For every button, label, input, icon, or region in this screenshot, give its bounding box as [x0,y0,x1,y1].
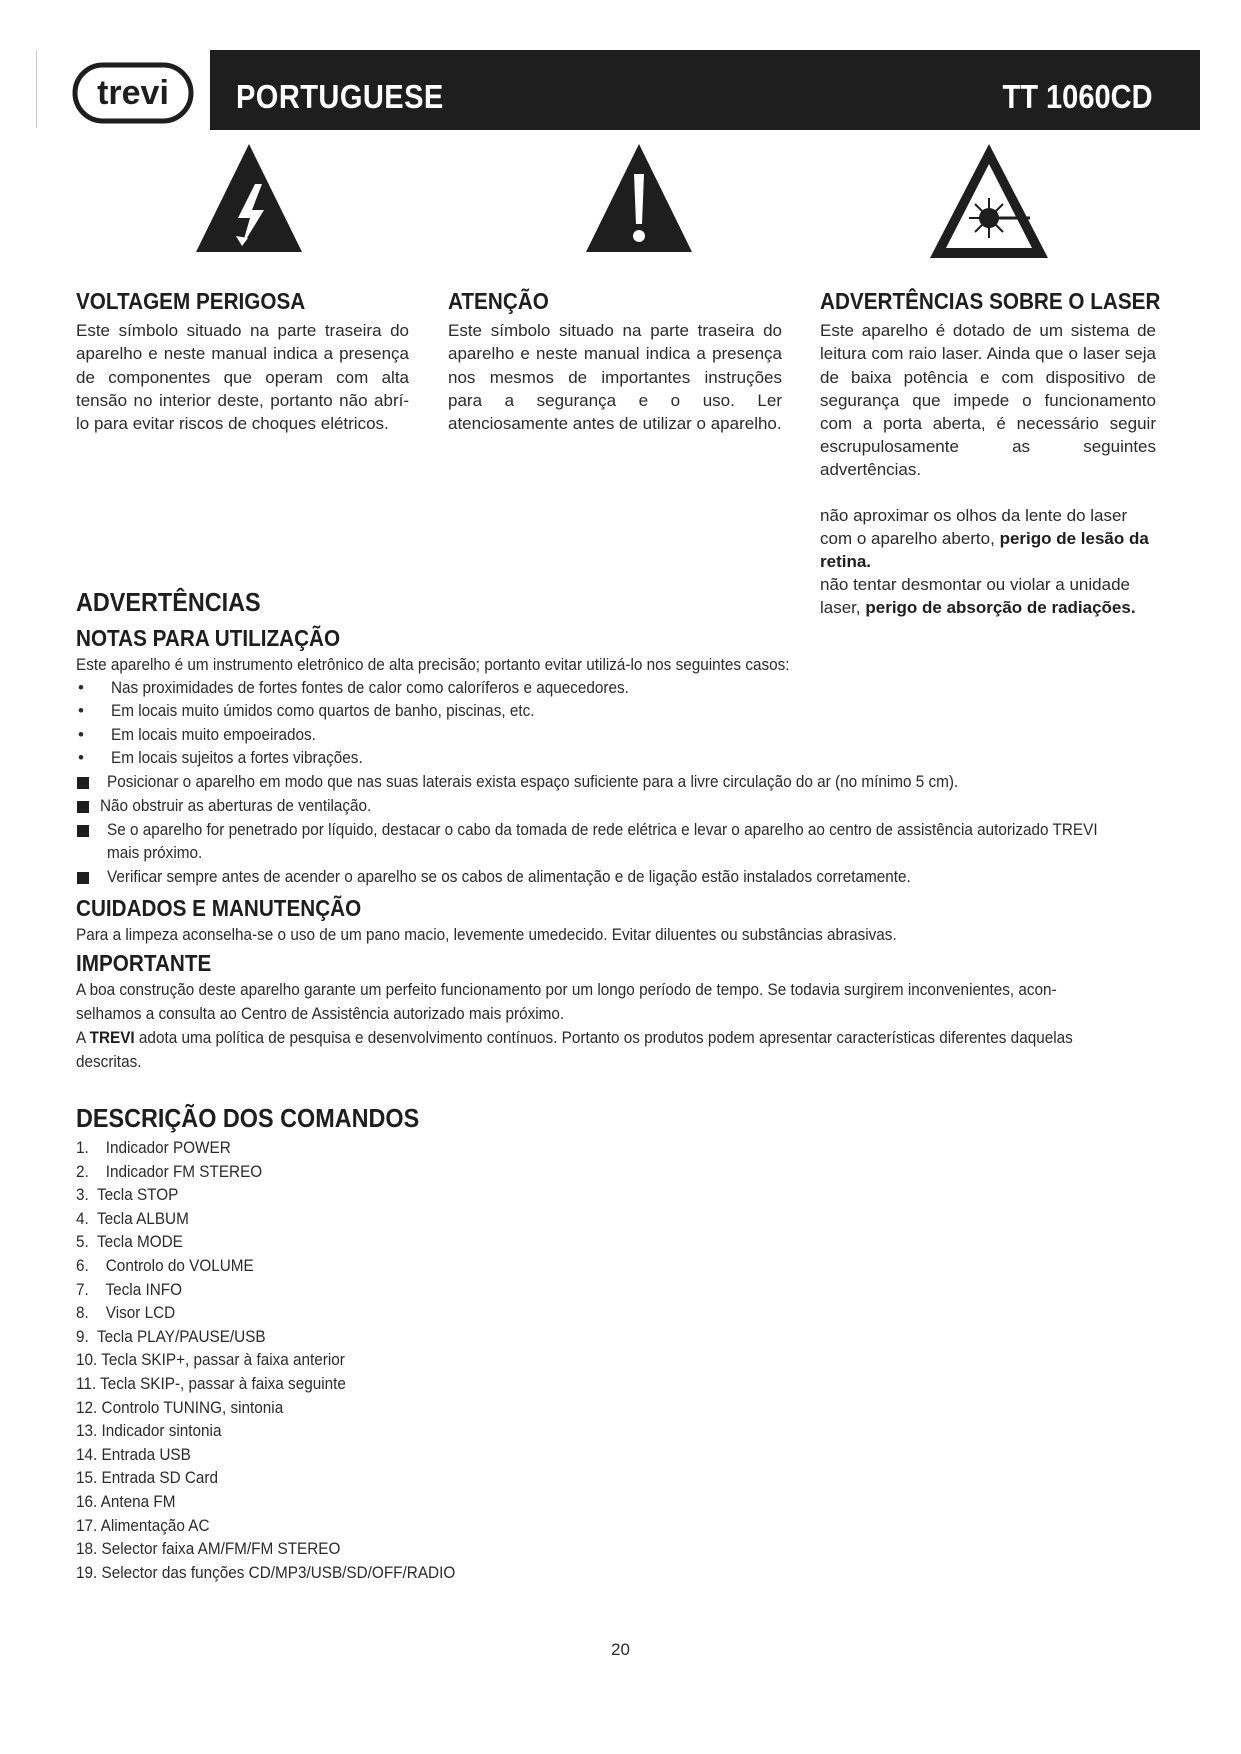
advertencias-title: ADVERTÊNCIAS [76,587,261,617]
exclamation-warning-icon [582,140,696,256]
attention-text: Este símbolo situado na parte traseira do aparelho e neste manual indica a presença nos mesmos de importantes instruções para a segurança e o uso. Ler atenciosamente antes de utilizar o aparelho. [448,321,782,434]
bullet-dot-icon: • [78,701,84,720]
laser-note-retina [820,504,1156,574]
list-item: Não obstruir as aberturas de ventilação. [100,796,372,815]
header-divider [36,50,37,128]
control-item: 18. Selector faixa AM/FM/FM STEREO [76,1539,341,1559]
notes-intro: Este aparelho é um instrumento eletrônico de alta precisão; portanto evitar utilizá-lo nos seguintes casos: [76,655,790,674]
laser-note-retina-danger: perigo de lesão da retina. [820,528,1149,572]
list-item: Posicionar o aparelho em modo que nas suas laterais exista espaço suficiente para a livre circulação do ar (no mínimo 5 cm). [107,772,959,791]
bullet-square-icon [77,825,89,837]
attention-title: ATENÇÃO [448,288,549,314]
attention-warning [448,290,782,435]
control-item: 19. Selector das funções CD/MP3/USB/SD/OFF/RADIO [76,1562,456,1582]
important-line: selhamos a consulta ao Centro de Assistência autorizado mais próximo. [76,1004,565,1023]
control-item: 14. Entrada USB [76,1444,191,1464]
laser-note-radiation-danger: perigo de absorção de radiações. [865,598,1136,618]
bullet-square-icon [77,777,89,789]
important-line-end: adota uma política de pesquisa e desenvolvimento contínuos. Portanto os produtos podem apresentar características diferentes daquelas [134,1028,1073,1047]
important-title: IMPORTANTE [76,950,212,976]
control-item: 3. Tecla STOP [76,1185,179,1205]
list-item: Em locais muito empoeirados. [111,725,316,744]
laser-warning-icon [926,140,1052,262]
bullet-square-icon [77,872,89,884]
control-item: 10. Tecla SKIP+, passar à faixa anterior [76,1350,345,1370]
laser-title: ADVERTÊNCIAS SOBRE O LASER [820,288,1161,314]
list-item: Verificar sempre antes de acender o aparelho se os cabos de alimentação e de ligação estão instalados corretamente. [107,867,911,886]
control-item: 16. Antena FM [76,1492,176,1511]
list-item: Se o aparelho for penetrado por líquido, destacar o cabo da tomada de rede elétrica e levar o aparelho ao centro de assistência autorizado TREVI [107,820,1098,839]
control-item: 4. Tecla ALBUM [76,1208,189,1228]
controls-title: DESCRIÇÃO DOS COMANDOS [76,1103,420,1133]
list-item: mais próximo. [107,843,203,862]
control-item: 5. Tecla MODE [76,1232,183,1252]
list-item: Nas proximidades de fortes fontes de calor como caloríferos e aquecedores. [111,678,629,697]
logo-text: trevi [97,74,169,112]
bullet-dot-icon: • [78,748,84,767]
control-item: 13. Indicador sintonia [76,1421,222,1441]
control-item: 2. Indicador FM STEREO [76,1161,263,1181]
care-title: CUIDADOS E MANUTENÇÃO [76,895,362,921]
control-item: 11. Tecla SKIP-, passar à faixa seguinte [76,1374,346,1393]
voltage-title: VOLTAGEM PERIGOSA [76,288,306,314]
control-item: 6. Controlo do VOLUME [76,1256,254,1275]
control-item: 8. Visor LCD [76,1303,176,1323]
header-model: TT 1060CD [1002,78,1153,115]
control-item: 9. Tecla PLAY/PAUSE/USB [76,1326,266,1346]
voltage-text: Este símbolo situado na parte traseira do aparelho e neste manual indica a presença de componentes que operam com alta tensão no interior deste, portanto não abrí-lo para evitar riscos de choques elétricos. [76,321,409,434]
list-item: Em locais muito úmidos como quartos de banho, piscinas, etc. [111,701,535,720]
laser-text: Este aparelho é dotado de um sistema de leitura com raio laser. Ainda que o laser seja de baixa potência e com dispositivo de segurança que impede o funcionamento com a porta aberta, é necessário seguir escrupulosamente as seguintes advertências. [820,321,1156,480]
notes-title: NOTAS PARA UTILIZAÇÃO [76,625,341,651]
laser-warning [820,288,1161,620]
control-item: 15. Entrada SD Card [76,1468,219,1488]
bullet-dot-icon: • [78,725,84,744]
important-line: descritas. [76,1052,142,1071]
important-line-start: A [76,1028,90,1047]
care-text: Para a limpeza aconselha-se o uso de um pano macio, levemente umedecido. Evitar diluentes ou substâncias abrasivas. [76,925,897,944]
control-item: 12. Controlo TUNING, sintonia [76,1397,284,1417]
important-line: A boa construção deste aparelho garante um perfeito funcionamento por um longo período de tempo. Se todavia surgirem inconvenientes, acon- [76,980,1057,999]
page-number: 20 [611,1640,630,1659]
laser-note-radiation-text: não tentar desmontar ou violar a unidade laser, [820,575,1130,618]
control-item: 17. Alimentação AC [76,1515,210,1535]
bullet-dot-icon: • [78,678,84,697]
header-language: PORTUGUESE [236,78,444,115]
lightning-warning-icon [192,140,306,256]
important-line [76,1028,1073,1048]
brand-name: TREVI [89,1028,135,1047]
voltage-warning [76,290,409,435]
trevi-logo [72,62,194,124]
laser-note-retina-text: não aproximar os olhos da lente do laser com o aparelho aberto, [820,505,1128,548]
bullet-square-icon [77,801,89,813]
control-item: 7. Tecla INFO [76,1279,183,1299]
control-item: 1. Indicador POWER [76,1138,231,1157]
laser-note-radiation [820,573,1156,619]
list-item: Em locais sujeitos a fortes vibrações. [111,748,363,767]
